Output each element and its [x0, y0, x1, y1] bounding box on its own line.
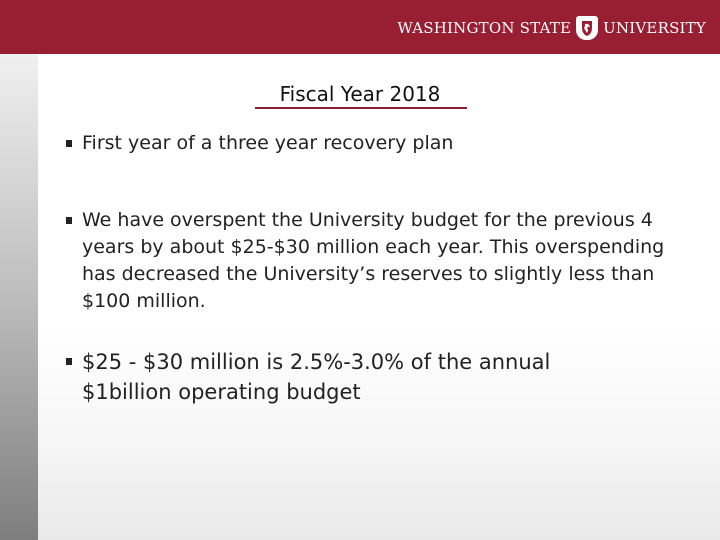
wsu-logo — [397, 14, 706, 42]
header-bar — [0, 0, 720, 54]
bullet-marker-icon — [66, 358, 72, 365]
bullet-item — [66, 347, 586, 407]
bullet-text: $25 - $30 million is 2.5%-3.0% of the annual $1billion operating budget — [82, 350, 551, 404]
logo-text-right: UNIVERSITY — [603, 19, 706, 37]
bullet-marker-icon — [66, 217, 72, 224]
side-gradient-panel — [0, 54, 38, 540]
bullet-text: We have overspent the University budget for the previous 4 years by about $25-$30 million each year. This overspending has decreased the University’s reserves to slightly less than $100 million. — [82, 209, 665, 312]
bullet-item — [66, 130, 666, 157]
bullet-marker-icon — [66, 140, 72, 147]
logo-text-left: WASHINGTON STATE — [397, 19, 572, 37]
bullet-item — [66, 207, 686, 315]
bullet-text: First year of a three year recovery plan — [82, 132, 454, 154]
slide-title: Fiscal Year 2018 — [279, 82, 441, 106]
cougar-seal-icon — [576, 16, 598, 40]
title-underline — [255, 107, 467, 109]
